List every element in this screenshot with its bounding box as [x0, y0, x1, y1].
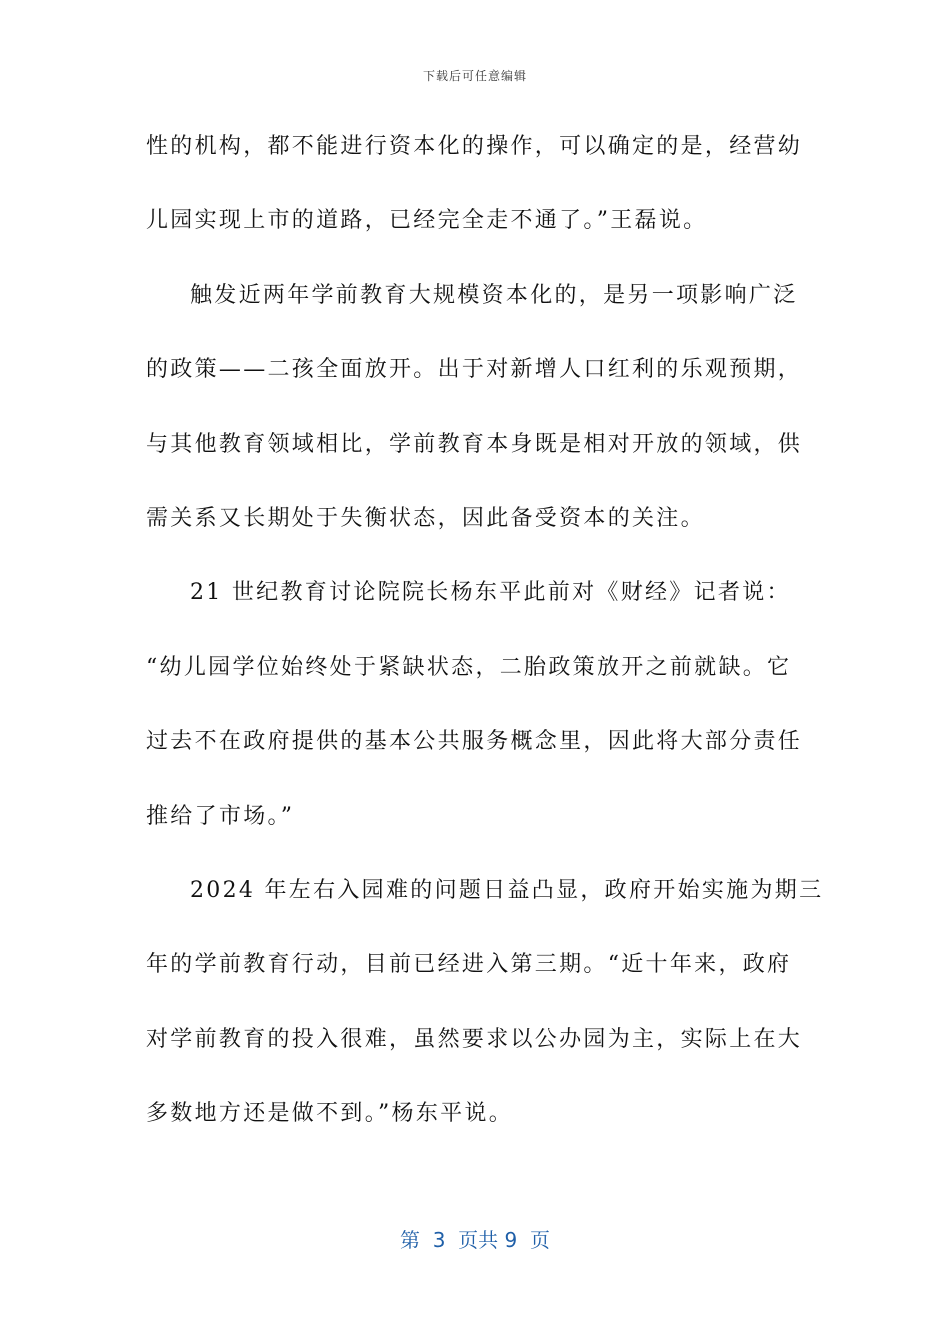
text-line: 儿园实现上市的道路，已经完全走不通了。”王磊说。: [146, 208, 708, 234]
text-line: 与其他教育领域相比，学前教育本身既是相对开放的领域，供: [146, 431, 803, 457]
text-line: 年的学前教育行动，目前已经进入第三期。“近十年来，政府: [146, 952, 792, 978]
paragraph-start-line: 2024 年左右入园难的问题日益凸显，政府开始实施为期三: [190, 877, 824, 903]
text-line: 的政策——二孩全面放开。出于对新增人口红利的乐观预期，: [146, 357, 803, 383]
text-line: 需关系又长期处于失衡状态，因此备受资本的关注。: [146, 505, 705, 531]
text-line: 性的机构，都不能进行资本化的操作，可以确定的是，经营幼: [146, 134, 803, 159]
page-header: 下载后可任意编辑: [422, 69, 527, 83]
text-line: 多数地方还是做不到。”杨东平说。: [146, 1101, 514, 1127]
page-number-footer: 第 3 页共 9 页: [400, 1228, 550, 1252]
text-line: 过去不在政府提供的基本公共服务概念里，因此将大部分责任: [146, 729, 803, 755]
paragraph-start-line: 21 世纪教育讨论院院长杨东平此前对《财经》记者说：: [190, 580, 791, 606]
text-line: “幼儿园学位始终处于紧缺状态，二胎政策放开之前就缺。它: [146, 654, 792, 680]
document-body: [146, 125, 824, 1166]
text-line: 对学前教育的投入很难，虽然要求以公办园为主，实际上在大: [146, 1026, 803, 1052]
paragraph-start-line: 触发近两年学前教育大规模资本化的，是另一项影响广泛: [190, 282, 798, 308]
text-line: 推给了市场。”: [146, 803, 295, 829]
